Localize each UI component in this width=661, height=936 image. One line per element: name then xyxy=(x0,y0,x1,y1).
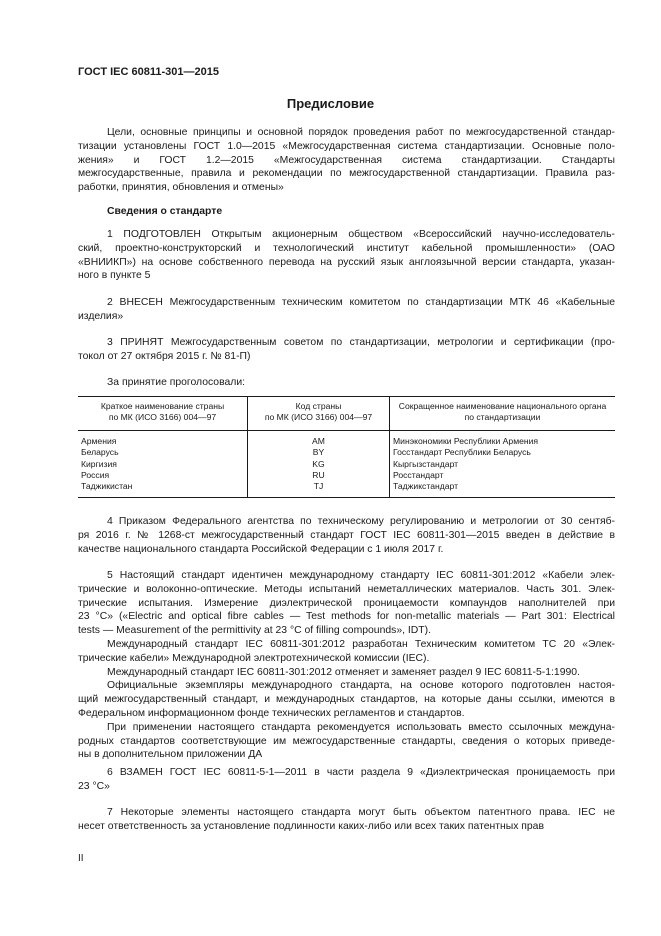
column-header-code: Код страны по МК (ИСО 3166) 004—97 xyxy=(248,397,390,431)
vote-table xyxy=(78,396,615,498)
document-header: ГОСТ IEC 60811-301—2015 xyxy=(78,66,219,78)
text-line: трические и волоконно-оптические. Методы испытаний неметаллических материалов. Часть 301. Элек- xyxy=(78,583,615,595)
column-header-country: Краткое наименование страны по МК (ИСО 3166) 004—97 xyxy=(78,397,248,431)
cell-code: TJ xyxy=(248,481,390,497)
cell-country: Киргизия xyxy=(81,458,117,469)
text-line: щий межгосударственный стандарт, и международных стандартов, на которые даны ссылки, имеются в xyxy=(78,694,615,706)
text-line: ного в пункте 5 xyxy=(78,270,151,282)
text-line: ны в дополнительном приложении ДА xyxy=(78,749,263,761)
item-2 xyxy=(78,296,615,324)
item-1 xyxy=(78,228,615,283)
text-line: 2 ВНЕСЕН Межгосударственным техническим комитетом по стандартизации МТК 46 «Кабельные xyxy=(107,297,615,308)
column-header-body: Сокращенное наименование национального органа по стандартизации xyxy=(390,397,616,431)
text-line: несет ответственность за установление подлинности каких-либо или всех таких патентных прав xyxy=(78,820,544,832)
cell-code: BY xyxy=(248,447,390,458)
text-line: 23 °С» («Electric and optical fibre cables — Test methods for non-metallic materials — Part 301: Electrical xyxy=(78,611,615,623)
page-number: II xyxy=(78,853,84,864)
cell-code: KG xyxy=(248,459,390,470)
table-row xyxy=(78,481,615,497)
text-line: качестве национального стандарта Российской Федерации с 1 июля 2017 г. xyxy=(78,543,444,555)
cell-code: AM xyxy=(248,430,390,447)
cell-country: Беларусь xyxy=(81,447,119,458)
text-line: 23 °С» xyxy=(78,780,110,792)
cell-country: Россия xyxy=(81,470,110,481)
text-line: трические испытания. Измерение диэлектрической проницаемости компаундов наполнителей при xyxy=(78,597,615,609)
cell-body: Госстандарт Республики Беларусь xyxy=(393,447,531,458)
table-row xyxy=(78,470,615,481)
text-line: Международный стандарт IEC 60811-301:2012 разработан Техническим комитетом TC 20 «Элек- xyxy=(107,638,615,650)
text-line: жения» и ГОСТ 1.2—2015 «Межгосударственная система стандартизации. Стандарты xyxy=(78,154,615,166)
cell-body: Росстандарт xyxy=(393,470,444,481)
text-line: «ВНИИКП») на основе собственного перевода на русский язык англоязычной версии стандарта, указан- xyxy=(78,256,615,268)
text-line: изделия» xyxy=(78,310,124,322)
text-line: токол от 27 октября 2015 г. № 81-П) xyxy=(78,350,251,362)
page-title: Предисловие xyxy=(286,96,375,111)
cell-country: Армения xyxy=(81,435,117,446)
item-5 xyxy=(78,569,615,762)
item-6 xyxy=(78,766,615,794)
text-line: межгосударственные, правила и рекомендации по межгосударственной стандартизации. Правила раз- xyxy=(78,168,615,180)
cell-body: Таджикстандарт xyxy=(393,481,459,492)
text-line: tests — Measurement of the permittivity at 23 °C of filling compounds», IDT). xyxy=(78,625,431,637)
text-line: 5 Настоящий стандарт идентичен международному стандарту IEC 60811-301:2012 «Кабели элек- xyxy=(107,570,615,581)
cell-body: Кыргызстандарт xyxy=(393,458,459,469)
item-7 xyxy=(78,806,615,834)
cell-body: Минэкономики Республики Армения xyxy=(393,435,539,446)
text-line: При применении настоящего стандарта рекомендуется использовать вместо ссылочных междуна- xyxy=(107,721,615,733)
table-row xyxy=(78,430,615,447)
text-line: работки, принятия, обновления и отмены» xyxy=(78,182,284,194)
voted-label-block xyxy=(78,376,615,390)
text-line: 3 ПРИНЯТ Межгосударственным советом по стандартизации, метрологии и сертификации (про- xyxy=(107,337,615,348)
item-4 xyxy=(78,515,615,556)
text-line: 6 ВЗАМЕН ГОСТ IEC 60811-5-1—2011 в части раздела 9 «Диэлектрическая проницаемость при xyxy=(107,767,615,778)
item-3 xyxy=(78,336,615,364)
cell-country: Таджикистан xyxy=(81,481,133,492)
text-line: родных стандартов соответствующие им межгосударственные стандарты, сведения о которых приведе- xyxy=(78,735,615,747)
text-line: Федеральном информационном фонде технических регламентов и стандартов. xyxy=(78,707,465,719)
text-line: 7 Некоторые элементы настоящего стандарта могут быть объектом патентного права. IEC не xyxy=(107,807,615,818)
text-line: ский, проектно-конструкторский и технологический институт кабельной промышленности» (ОАО xyxy=(78,242,615,254)
table-row xyxy=(78,459,615,470)
voted-label: За принятие проголосовали: xyxy=(107,377,246,388)
text-line: Цели, основные принципы и основной порядок проведения работ по межгосударственной стандар- xyxy=(107,127,615,138)
table-header-row xyxy=(78,397,615,431)
text-line: тизации установлены ГОСТ 1.0—2015 «Межгосударственная система стандартизации. Основные поло- xyxy=(78,140,615,152)
text-line: трические кабели» Международной электротехнической комиссии (IEC). xyxy=(78,652,430,664)
table-row xyxy=(78,447,615,458)
section-heading: Сведения о стандарте xyxy=(107,206,223,217)
intro-paragraph xyxy=(78,126,615,195)
text-line: Международный стандарт IEC 60811-301:2012 отменяет и заменяет раздел 9 IEC 60811-5-1:1990. xyxy=(107,666,580,678)
text-line: 1 ПОДГОТОВЛЕН Открытым акционерным обществом «Всероссийский научно-исследователь- xyxy=(107,229,615,240)
cell-code: RU xyxy=(248,470,390,481)
text-line: Официальные экземпляры международного стандарта, на основе которого подготовлен настоя- xyxy=(107,680,615,692)
text-line: 4 Приказом Федерального агентства по техническому регулированию и метрологии от 30 сентяб- xyxy=(107,516,615,527)
text-line: ря 2016 г. № 1268-ст межгосударственный стандарт ГОСТ IEC 60811-301—2015 введен в действие в xyxy=(78,529,615,541)
